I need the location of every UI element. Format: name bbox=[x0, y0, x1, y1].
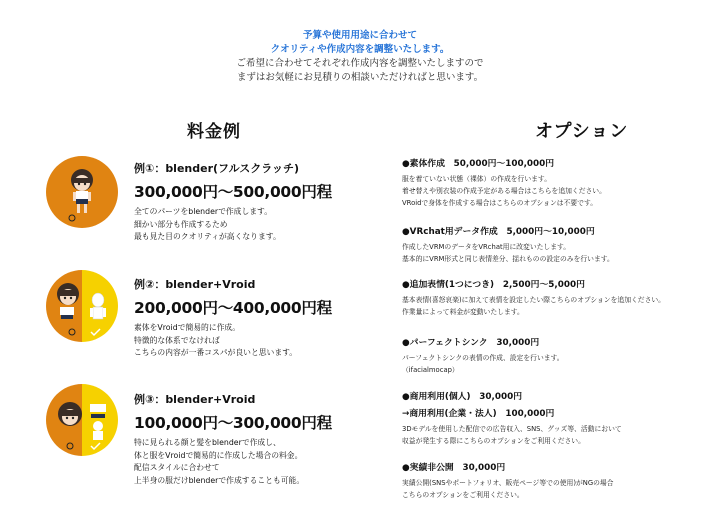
intro-line-3: ご希望に合わせてそれぞれ作成内容を調整いたしますので bbox=[236, 58, 484, 69]
option-desc-line: 基本表情(喜怒哀楽)に加えて表情を設定したい際こちらのオプションを追加ください。 bbox=[402, 296, 665, 304]
price-examples-heading: 料金例 bbox=[187, 122, 241, 142]
example-3-description bbox=[134, 437, 332, 487]
example-1 bbox=[134, 160, 332, 244]
example-2-desc-line: 特徴的な体系でなければ bbox=[134, 335, 220, 345]
example-1-description bbox=[134, 206, 332, 244]
option-extra-expression bbox=[402, 277, 702, 318]
example-3-title: 例③：blender+Vroid bbox=[134, 393, 256, 406]
option-description bbox=[402, 173, 702, 209]
option-base-body bbox=[402, 156, 702, 209]
option-description bbox=[402, 241, 702, 265]
example-3-desc-line: 特に見られる顔と髪をblenderで作成し、 bbox=[134, 438, 281, 447]
example-1-title: 例①：blender(フルスクラッチ) bbox=[134, 162, 300, 175]
option-desc-line: 作成したVRMのデータをVRchat用に改変いたします。 bbox=[402, 243, 571, 251]
option-desc-line: 基本的にVRM形式と同じ表情差分、揺れものの設定のみを行います。 bbox=[402, 255, 614, 263]
example-2-description bbox=[134, 322, 332, 360]
example-1-desc-line: 最も見た目のクオリティが高くなります。 bbox=[134, 232, 281, 241]
option-private-portfolio bbox=[402, 460, 702, 501]
option-desc-line: パーフェクトシンクの表情の作成、設定を行います。 bbox=[402, 354, 564, 362]
example-3 bbox=[134, 391, 332, 487]
example-1-character-image bbox=[46, 156, 118, 228]
option-desc-line: （ifacialmocap） bbox=[402, 366, 459, 374]
option-vrchat-data bbox=[402, 224, 702, 265]
example-1-desc-line: 細かい部分も作成するため bbox=[134, 219, 228, 229]
option-description bbox=[402, 477, 702, 501]
example-3-desc-line: 上半身の服だけblenderで作成することも可能。 bbox=[134, 475, 305, 485]
option-desc-line: 実績公開(SNSやポートフォリオ、販売ページ等での使用)がNGの場合 bbox=[402, 479, 614, 487]
option-title: ●VRchat用データ作成 5,000円〜10,000円 bbox=[402, 227, 595, 237]
intro-line-1: 予算や使用用途に合わせて bbox=[302, 30, 417, 41]
example-2 bbox=[134, 276, 332, 360]
option-desc-line: 服を着ていない状態（裸体）の作成を行います。 bbox=[402, 175, 551, 183]
example-3-desc-line: 体と服をVroidで簡易的に作成した場合の料金。 bbox=[134, 450, 303, 460]
example-1-price: 300,000円〜500,000円程 bbox=[134, 183, 332, 201]
option-title-secondary: →商用利用(企業・法人) 100,000円 bbox=[402, 409, 555, 419]
option-desc-line: 収益が発生する際にこちらのオプションをご利用ください。 bbox=[402, 437, 585, 445]
example-3-character-image bbox=[46, 384, 118, 456]
example-1-desc-line: 全てのパーツをblenderで作成します。 bbox=[134, 207, 273, 216]
option-commercial-use bbox=[402, 389, 702, 447]
option-desc-line: 3Dモデルを使用した配信での広告収入、SNS、グッズ等、活動において bbox=[402, 425, 622, 433]
example-2-title: 例②：blender+Vroid bbox=[134, 278, 256, 291]
option-description bbox=[402, 423, 702, 447]
example-3-desc-line: 配信スタイルに合わせて bbox=[134, 463, 220, 472]
options-heading: オプション bbox=[535, 121, 629, 142]
option-description bbox=[402, 352, 702, 376]
option-perfect-sync bbox=[402, 335, 702, 376]
option-title: ●素体作成 50,000円〜100,000円 bbox=[402, 159, 555, 169]
intro-line-4: まずはお気軽にお見積りの相談いただければと思います。 bbox=[236, 72, 484, 83]
option-desc-line: こちらのオプションをご利用ください。 bbox=[402, 491, 524, 499]
example-2-desc-line: 素体をVroidで簡易的に作成。 bbox=[134, 323, 241, 332]
option-title: ●商用利用(個人) 30,000円 bbox=[402, 392, 523, 402]
example-2-character-image bbox=[46, 270, 118, 342]
option-desc-line: 作業量によって料金が変動いたします。 bbox=[402, 308, 524, 316]
example-2-price: 200,000円〜400,000円程 bbox=[134, 299, 332, 317]
intro-line-2: クオリティや作成内容を調整いたします。 bbox=[270, 44, 450, 55]
intro-text bbox=[0, 29, 720, 85]
option-title: ●実績非公開 30,000円 bbox=[402, 463, 506, 473]
option-desc-line: VRoidで身体を作成する場合はこちらのオプションは不要です。 bbox=[402, 199, 597, 207]
option-title: ●追加表情(1つにつき) 2,500円〜5,000円 bbox=[402, 280, 585, 290]
example-3-price: 100,000円〜300,000円程 bbox=[134, 414, 332, 432]
option-description bbox=[402, 294, 702, 318]
example-2-desc-line: こちらの内容が一番コスパが良いと思います。 bbox=[134, 348, 298, 357]
option-title: ●パーフェクトシンク 30,000円 bbox=[402, 338, 540, 348]
option-desc-line: 着せ替えや別衣装の作成予定がある場合はこちらを追加ください。 bbox=[402, 187, 606, 195]
